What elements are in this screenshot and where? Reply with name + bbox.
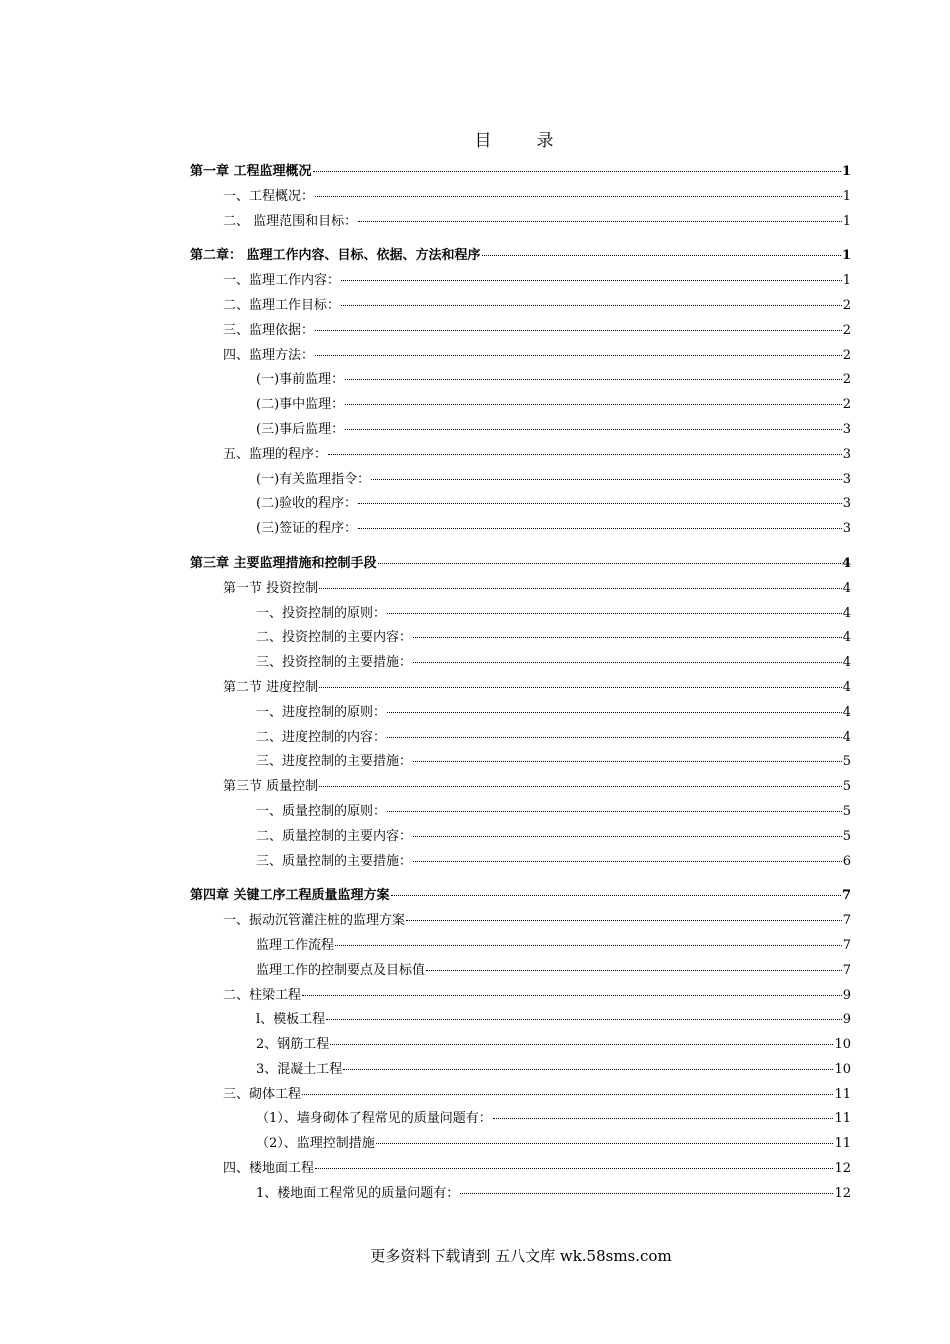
toc-entry-label: 第一章 工程监理概况 [190,164,312,179]
toc-entry[interactable] [190,1182,851,1207]
toc-entry[interactable] [190,1033,851,1058]
dot-leader [345,379,842,380]
toc-entry-page-number: 7 [842,937,851,953]
toc-entry-page-number: 1 [842,273,851,289]
dot-leader [371,479,842,480]
dot-leader [413,836,842,837]
toc-entry-label: (一)有关监理指令： [256,471,371,487]
toc-entry-label: 五、监理的程序： [223,446,328,462]
dot-leader [358,221,842,222]
toc-entry[interactable] [190,1157,851,1182]
toc-entry-label: 三、质量控制的主要措施： [256,853,413,869]
toc-entry-page-number: 1 [842,188,851,204]
toc-entry-label: 3、混凝土工程 [256,1061,343,1077]
toc-entry[interactable] [190,750,851,775]
toc-entry[interactable] [190,884,851,909]
toc-entry-label: 四、监理方法： [223,347,315,363]
toc-entry[interactable] [190,934,851,959]
toc-entry-label: 一、质量控制的原则： [256,803,387,819]
dot-leader [387,811,842,812]
toc-entry-label: (三)事后监理： [256,421,345,437]
toc-entry-page-number: 3 [842,446,851,462]
toc-entry-label: 一、进度控制的原则： [256,704,387,720]
toc-entry-page-number: 2 [842,347,851,363]
toc-entry[interactable] [190,602,851,627]
toc-entry-page-number: 10 [834,1061,851,1077]
toc-entry[interactable] [190,294,851,319]
toc-entry-page-number: 4 [842,580,851,596]
toc-entry[interactable] [190,1008,851,1033]
toc-entry-label: 二、监理工作目标： [223,297,341,313]
toc-entry[interactable] [190,909,851,934]
toc-entry-label: (二)验收的程序： [256,496,358,512]
toc-entry[interactable] [190,726,851,751]
dot-leader [376,1143,834,1144]
toc-entry[interactable] [190,443,851,468]
toc-entry[interactable] [190,1132,851,1157]
toc-entry-label: 二、柱梁工程 [223,987,302,1003]
toc-entry[interactable] [190,701,851,726]
toc-entry-page-number: 9 [842,1012,851,1028]
dot-leader [378,563,841,564]
toc-entry[interactable] [190,244,851,269]
dot-leader [345,429,842,430]
dot-leader [341,280,842,281]
toc-entry-label: 二、投资控制的主要内容： [256,630,413,646]
toc-entry[interactable] [190,418,851,443]
toc-entry[interactable] [190,850,851,875]
dot-leader [345,404,842,405]
dot-leader [328,454,842,455]
dot-leader [391,895,841,896]
toc-entry-label: 一、振动沉管灌注桩的监理方案 [223,913,406,929]
toc-entry-label: 2、钢筋工程 [256,1037,330,1053]
toc-entry-label: (三)签证的程序： [256,521,358,537]
toc-entry[interactable] [190,185,851,210]
toc-entry-page-number: 1 [841,248,851,264]
toc-entry-page-number: 3 [842,521,851,537]
toc-entry[interactable] [190,269,851,294]
dot-leader [302,995,842,996]
toc-entry-label: 二、质量控制的主要内容： [256,828,413,844]
toc-entry-page-number: 5 [842,803,851,819]
toc-entry[interactable] [190,577,851,602]
toc-entry-page-number: 12 [834,1185,851,1201]
toc-entry-page-number: 11 [834,1136,851,1152]
toc-entry-page-number: 4 [842,729,851,745]
toc-entry[interactable] [190,160,851,185]
dot-leader [315,355,842,356]
toc-entry-page-number: 2 [842,322,851,338]
toc-entry-page-number: 5 [842,828,851,844]
dot-leader [315,330,842,331]
toc-entry[interactable] [190,1083,851,1108]
toc-entry[interactable] [190,552,851,577]
toc-entry[interactable] [190,393,851,418]
toc-entry[interactable] [190,651,851,676]
dot-leader [426,970,842,971]
toc-entry[interactable] [190,676,851,701]
dot-leader [315,196,842,197]
toc-entry-label: 第四章 关键工序工程质量监理方案 [190,888,390,904]
dot-leader [406,920,842,921]
dot-leader [387,613,842,614]
dot-leader [482,255,841,256]
toc-entry[interactable] [190,492,851,517]
dot-leader [358,528,842,529]
toc-entry-page-number: 7 [841,888,851,904]
toc-entry-label: 四、楼地面工程 [223,1161,315,1177]
toc-entry-label: 三、监理依据： [223,322,315,338]
toc-entry-label: 三、进度控制的主要措施： [256,754,413,770]
dot-leader [302,1094,833,1095]
toc-entry-label: 三、砌体工程 [223,1086,302,1102]
toc-entry-label: 第三节 质量控制 [223,779,319,795]
toc-entry-label: (二)事中监理： [256,397,345,413]
dot-leader [330,1044,833,1045]
toc-entry-page-number: 3 [842,496,851,512]
toc-entry-label: (一)事前监理： [256,372,345,388]
toc-entry[interactable] [190,210,851,235]
toc-entry-label: 二、进度控制的内容： [256,729,387,745]
dot-leader [413,761,842,762]
dot-leader [493,1118,834,1119]
toc-entry-page-number: 5 [842,779,851,795]
toc-entry[interactable] [190,368,851,393]
toc-entry-page-number: 1 [842,213,851,229]
toc-entry-page-number: 1 [841,164,851,179]
toc-entry-label: 一、投资控制的原则： [256,605,387,621]
dot-leader [335,945,842,946]
toc-entry-label: 三、投资控制的主要措施： [256,655,413,671]
dot-leader [319,687,842,688]
toc-entry-page-number: 9 [842,987,851,1003]
dot-leader [413,861,842,862]
toc-entry[interactable] [190,517,851,542]
toc-entry[interactable] [190,959,851,984]
toc-entry-page-number: 7 [842,962,851,978]
toc-entry-page-number: 5 [842,754,851,770]
dot-leader [326,1019,842,1020]
dot-leader [313,171,841,172]
toc-entry-page-number: 11 [834,1086,851,1102]
toc-entry-page-number: 2 [842,372,851,388]
dot-leader [413,637,842,638]
toc-entry-label: 监理工作的控制要点及目标值 [256,962,426,978]
dot-leader [387,737,842,738]
dot-leader [341,305,842,306]
toc-entry-label: 1、楼地面工程常见的质量问题有： [256,1185,460,1201]
toc-entry-page-number: 7 [842,913,851,929]
dot-leader [319,588,842,589]
toc-entry[interactable] [190,825,851,850]
toc-entry-page-number: 3 [842,421,851,437]
toc-entry[interactable] [190,626,851,651]
toc-entry[interactable] [190,800,851,825]
dot-leader [460,1193,833,1194]
toc-entry-page-number: 6 [842,853,851,869]
toc-entry-page-number: 2 [842,297,851,313]
toc-entry-page-number: 4 [842,655,851,671]
dot-leader [358,503,842,504]
toc-entry-page-number: 2 [842,397,851,413]
toc-title: 目 录 [474,131,568,151]
toc-entry-label: 监理工作流程 [256,937,335,953]
toc-entry-page-number: 4 [842,679,851,695]
dot-leader [343,1069,833,1070]
toc-entry[interactable] [190,1107,851,1132]
toc-entry[interactable] [190,468,851,493]
dot-leader [319,786,842,787]
toc-entry-label: 第三章 主要监理措施和控制手段 [190,555,377,571]
toc-entry-label: 第二章： 监理工作内容、目标、依据、方法和程序 [190,248,481,264]
toc-entry-page-number: 12 [834,1161,851,1177]
toc-entry[interactable] [190,319,851,344]
toc-entry-label: 第一节 投资控制 [223,580,319,596]
toc-entry[interactable] [190,984,851,1009]
table-of-contents [190,160,851,1207]
toc-entry-label: l、模板工程 [256,1012,326,1028]
toc-entry-page-number: 4 [842,605,851,621]
dot-leader [387,712,842,713]
toc-entry-label: 一、工程概况： [223,188,315,204]
toc-entry[interactable] [190,344,851,369]
toc-entry-label: （2）、监理控制措施 [256,1136,375,1152]
toc-entry-label: 二、 监理范围和目标： [223,213,358,229]
toc-entry-page-number: 4 [841,555,851,571]
toc-entry[interactable] [190,1058,851,1083]
toc-entry-page-number: 10 [834,1037,851,1053]
toc-entry-page-number: 4 [842,704,851,720]
toc-entry-label: 一、监理工作内容： [223,273,341,289]
toc-entry-page-number: 11 [834,1111,851,1127]
toc-entry-label: （1）、墙身砌体了程常见的质量问题有： [256,1111,492,1127]
toc-entry-page-number: 4 [842,630,851,646]
toc-entry-page-number: 3 [842,471,851,487]
toc-entry[interactable] [190,775,851,800]
dot-leader [413,662,842,663]
footer-text: 更多资料下载请到 五八文库 wk.58sms.com [370,1247,672,1265]
dot-leader [315,1168,833,1169]
toc-entry-label: 第二节 进度控制 [223,679,319,695]
